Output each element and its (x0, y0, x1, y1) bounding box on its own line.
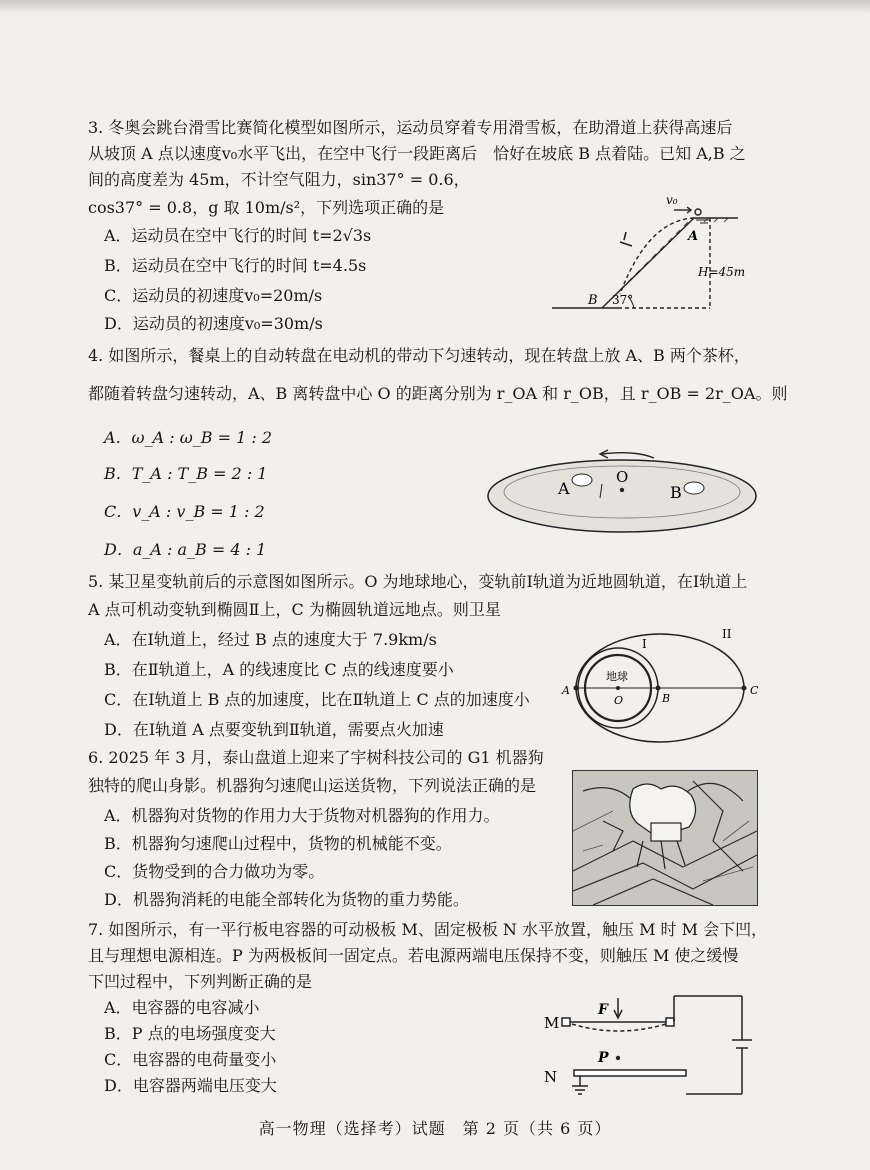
robot-dog-photo (572, 770, 758, 906)
label-earth: 地球 (606, 670, 628, 683)
q7-option-b[interactable]: B．P 点的电场强度变大 (104, 1024, 276, 1043)
q3-stem-line4: cos37° = 0.8，g 取 10m/s²，下列选项正确的是 (88, 198, 445, 217)
q3-stem-line1: 3. 冬奥会跳台滑雪比赛简化模型如图所示，运动员穿着专用滑雪板，在助滑道上获得高速后 (88, 118, 733, 137)
q7-option-d[interactable]: D．电容器两端电压变大 (104, 1076, 277, 1095)
q4-option-b[interactable]: B．T_A : T_B = 2 : 1 (104, 464, 268, 483)
label-orbit-ii: II (722, 627, 732, 641)
q4-option-d[interactable]: D．a_A : a_B = 4 : 1 (104, 540, 267, 559)
q6-option-c[interactable]: C．货物受到的合力做功为零。 (104, 862, 325, 881)
q3-stem-line2: 从坡顶 A 点以速度v₀水平飞出，在空中飞行一段距离后 恰好在坡底 B 点着陆。已知 A,B 之 (88, 144, 746, 163)
label-point-p: P (598, 1050, 609, 1066)
q5-stem-line1: 5. 某卫星变轨前后的示意图如图所示。O 为地球地心，变轨前Ⅰ轨道为近地圆轨道，在Ⅰ轨道上 (88, 572, 748, 591)
q6-option-d[interactable]: D．机器狗消耗的电能全部转化为货物的重力势能。 (104, 890, 469, 909)
label-b: B (588, 293, 598, 308)
label-c: C (750, 684, 759, 697)
label-orbit-i: I (642, 637, 647, 651)
q5-option-d[interactable]: D．在Ⅰ轨道 A 点要变轨到Ⅱ轨道，需要点火加速 (104, 720, 444, 739)
q3-stem-line3: 间的高度差为 45m，不计空气阻力，sin37° = 0.6， (88, 170, 470, 189)
label-o: O (614, 694, 624, 707)
label-h: H=45m (698, 265, 746, 279)
q6-stem-line2: 独特的爬山身影。机器狗匀速爬山运送货物，下列说法正确的是 (88, 776, 537, 795)
label-plate-m: M (544, 1014, 560, 1032)
label-b: B (662, 692, 671, 705)
label-a: A (688, 229, 699, 244)
q6-stem-line1: 6. 2025 年 3 月，泰山盘道上迎来了宇树科技公司的 G1 机器狗 (88, 748, 544, 767)
q4-stem-line2: 都随着转盘匀速转动，A、B 离转盘中心 O 的距离分别为 r_OA 和 r_OB，且 r_OB = 2r_OA。则 (88, 384, 788, 403)
q3-option-d[interactable]: D．运动员的初速度v₀=30m/s (104, 314, 323, 333)
label-plate-n: N (544, 1068, 558, 1086)
q5-option-b[interactable]: B．在Ⅱ轨道上，A 的线速度比 C 点的线速度要小 (104, 660, 454, 679)
q3-option-b[interactable]: B．运动员在空中飞行的时间 t=4.5s (104, 256, 367, 275)
q5-option-c[interactable]: C．在Ⅰ轨道上 B 点的加速度，比在Ⅱ轨道上 C 点的加速度小 (104, 690, 530, 709)
photo-sketch (573, 771, 757, 905)
q4-stem-line1: 4. 如图所示，餐桌上的自动转盘在电动机的带动下匀速转动，现在转盘上放 A、B 两个茶杯， (88, 346, 750, 365)
q3-option-a[interactable]: A．运动员在空中飞行的时间 t=2√3s (104, 226, 372, 245)
q7-stem-line2: 且与理想电源相连。P 为两极板间一固定点。若电源两端电压保持不变，则触压 M 使之缓慢 (88, 946, 739, 965)
orbit-diagram (556, 624, 770, 752)
q5-stem-line2: A 点可机动变轨到椭圆Ⅱ上，C 为椭圆轨道远地点。则卫星 (88, 600, 501, 619)
scan-shadow (0, 0, 870, 14)
label-v0: v₀ (666, 193, 678, 207)
label-force-f: F (598, 1002, 608, 1018)
q6-option-b[interactable]: B．机器狗匀速爬山过程中，货物的机械能不变。 (104, 834, 452, 853)
q7-stem-line1: 7. 如图所示，有一平行板电容器的可动极板 M、固定极板 N 水平放置，触压 M 时 M 会下凹， (88, 920, 768, 939)
q3-option-c[interactable]: C．运动员的初速度v₀=20m/s (104, 286, 323, 305)
q4-option-a[interactable]: A．ω_A : ω_B = 1 : 2 (104, 428, 273, 447)
label-a: A (562, 684, 570, 697)
label-angle: 37° (612, 293, 634, 307)
capacitor-diagram (536, 990, 760, 1108)
page-footer: 高一物理（选择考）试题 第 2 页（共 6 页） (258, 1119, 612, 1138)
q7-stem-line3: 下凹过程中，下列判断正确的是 (88, 972, 313, 991)
q7-option-a[interactable]: A．电容器的电容减小 (104, 998, 260, 1017)
q7-option-c[interactable]: C．电容器的电荷量变小 (104, 1050, 277, 1069)
label-center-o: O (616, 468, 629, 486)
q5-option-a[interactable]: A．在Ⅰ轨道上，经过 B 点的速度大于 7.9km/s (104, 630, 437, 649)
q6-option-a[interactable]: A．机器狗对货物的作用力大于货物对机器狗的作用力。 (104, 806, 500, 825)
label-cup-b: B (670, 483, 682, 502)
ski-jump-diagram (548, 190, 748, 315)
q4-option-c[interactable]: C．v_A : v_B = 1 : 2 (104, 502, 265, 521)
label-cup-a: A (558, 479, 570, 498)
turntable-diagram (484, 440, 760, 540)
